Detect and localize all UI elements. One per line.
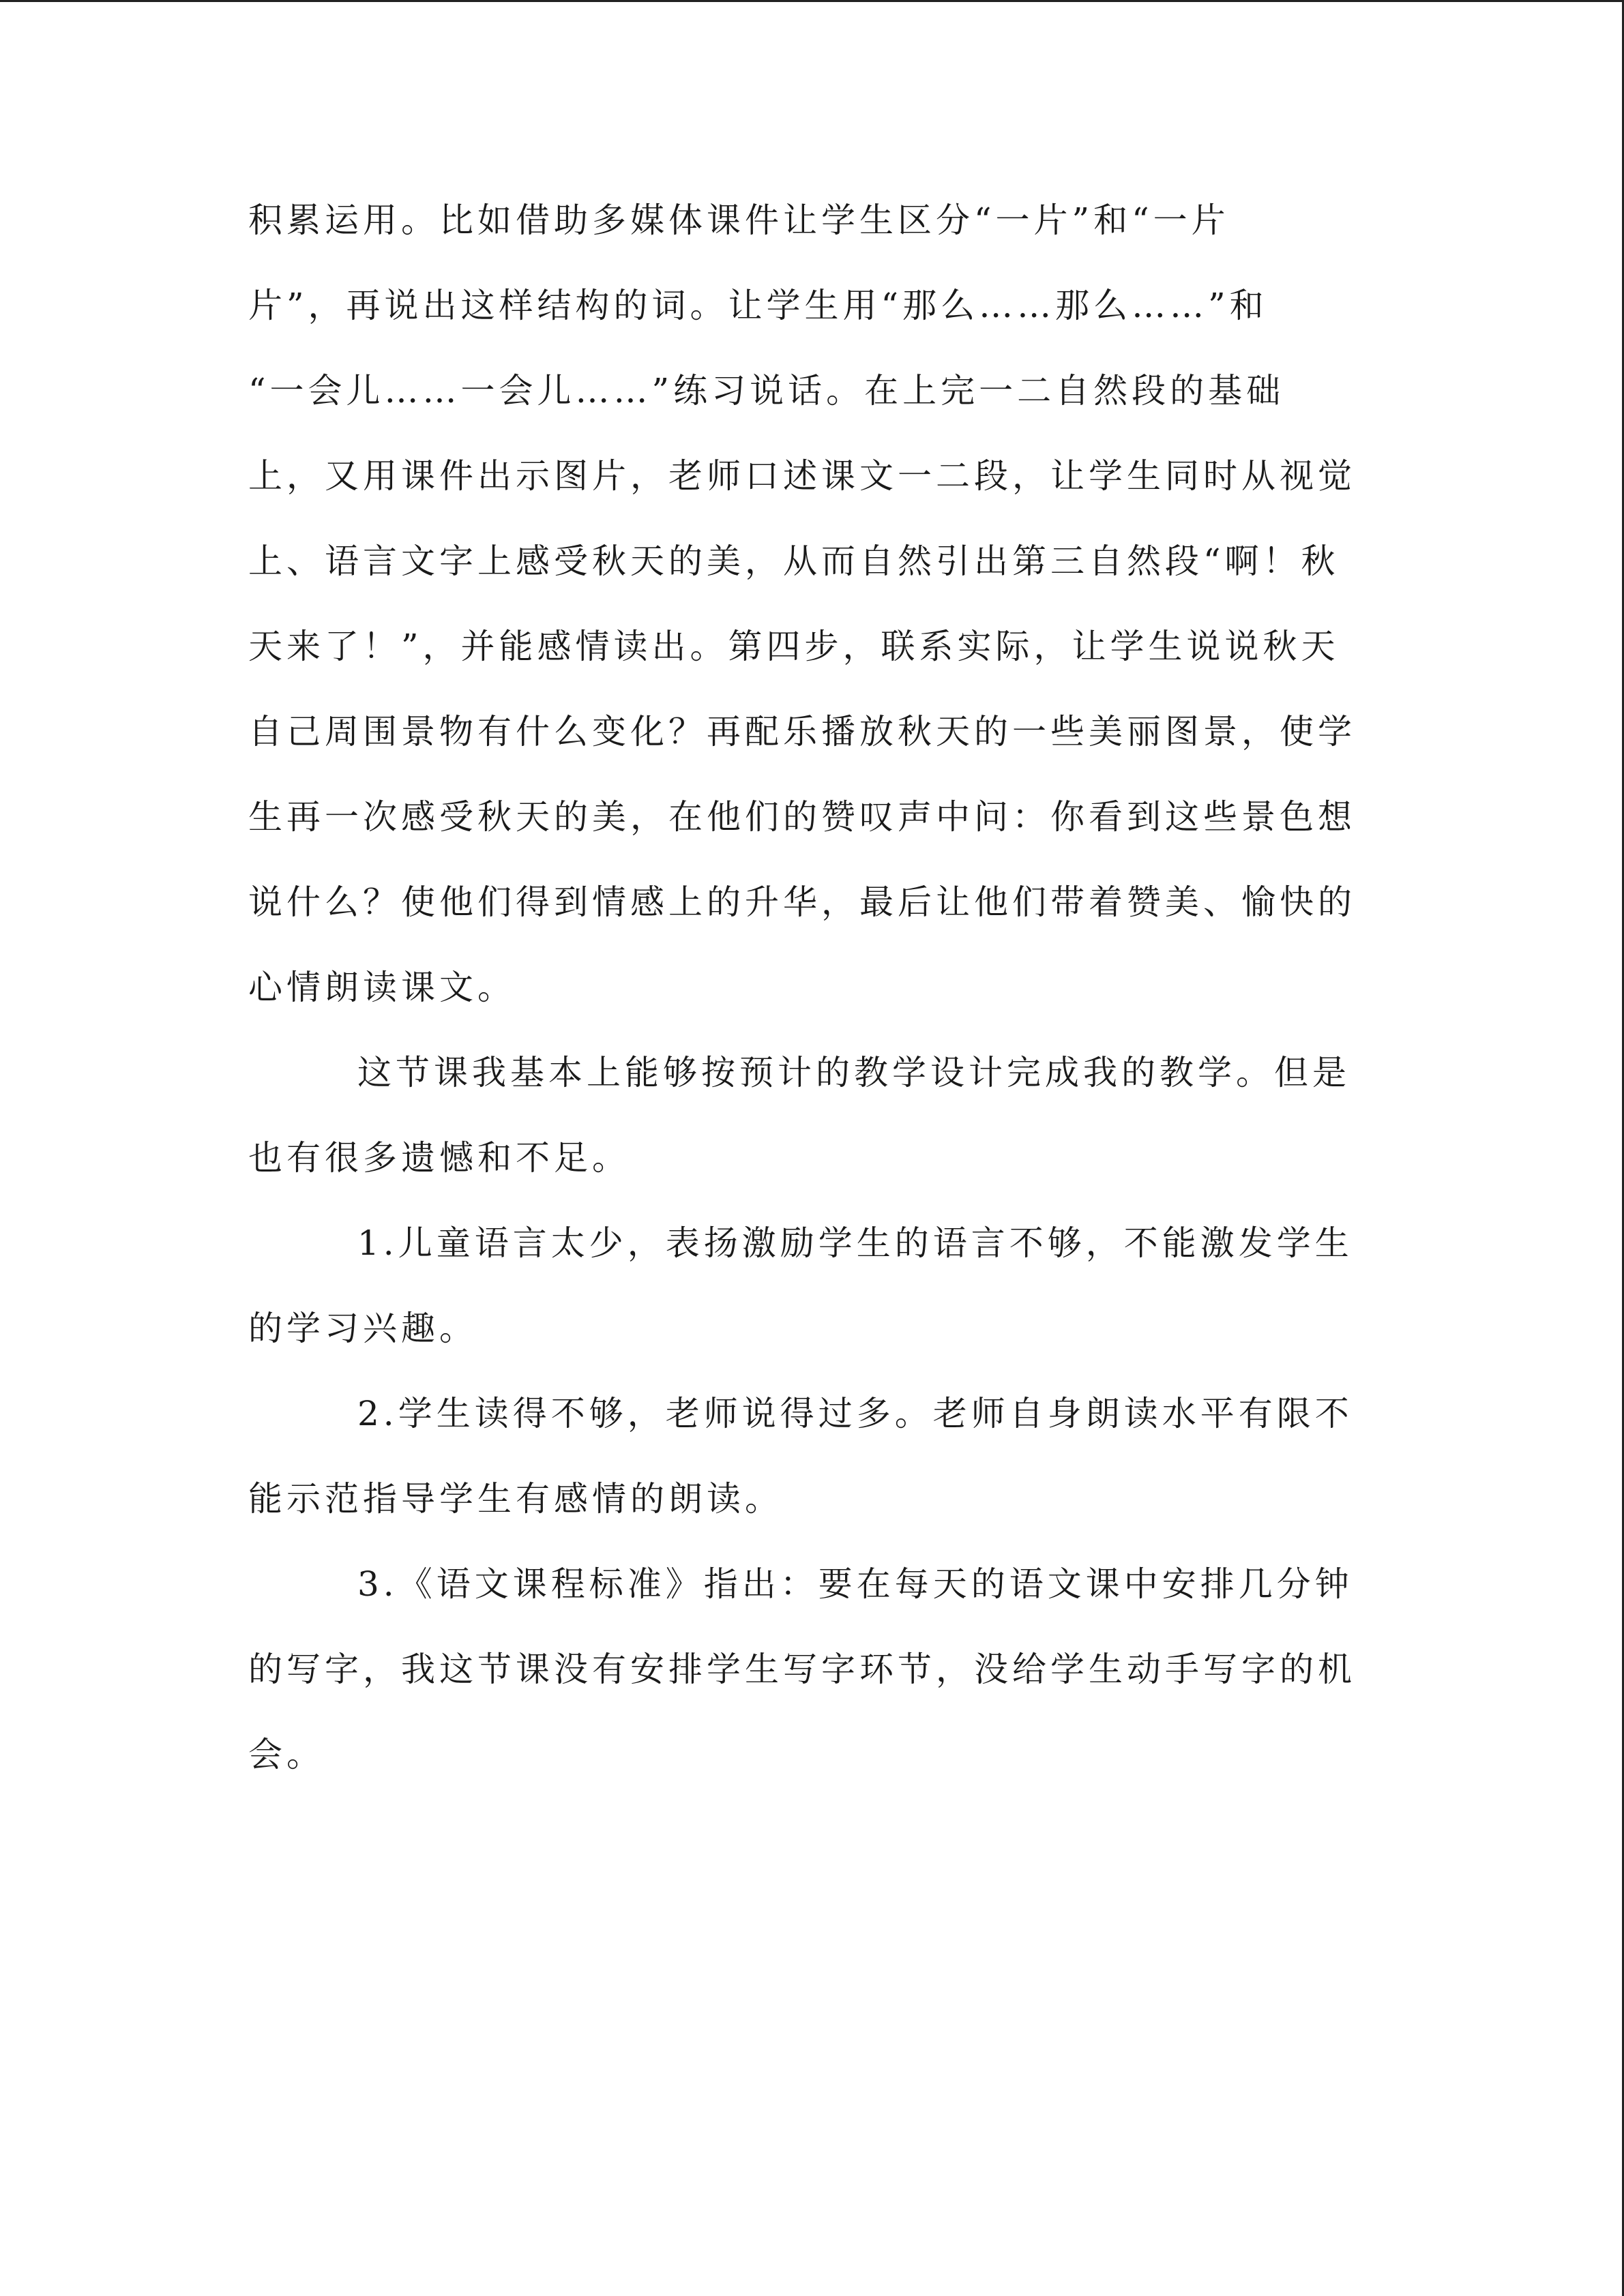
body-line-6: 天来了！”，并能感情读出。第四步，联系实际，让学生说说秋天 (248, 627, 1340, 666)
page-top-border (0, 0, 1624, 2)
body-line-7: 自己周围景物有什么变化？再配乐播放秋天的一些美丽图景，使学 (248, 712, 1356, 751)
paragraph-2-line-1: 这节课我基本上能够按预计的教学设计完成我的教学。但是 (357, 1053, 1350, 1092)
list-item-1-line-1: 1.儿童语言太少，表扬激励学生的语言不够，不能激发学生 (357, 1223, 1353, 1263)
body-line-10: 心情朗读课文。 (248, 968, 516, 1007)
list-item-3-line-3: 会。 (248, 1735, 325, 1774)
list-item-2-line-2: 能示范指导学生有感情的朗读。 (248, 1479, 783, 1519)
list-item-1-line-2: 的学习兴趣。 (248, 1309, 477, 1348)
body-line-9: 说什么？使他们得到情感上的升华，最后让他们带着赞美、愉快的 (248, 882, 1356, 922)
list-item-3-line-1: 3.《语文课程标准》指出：要在每天的语文课中安排几分钟 (357, 1564, 1353, 1604)
body-line-2: 片”，再说出这样结构的词。让学生用“那么……那么……”和 (248, 286, 1268, 325)
body-line-1: 积累运用。比如借助多媒体课件让学生区分“一片”和“一片 (248, 200, 1230, 240)
body-line-4: 上，又用课件出示图片，老师口述课文一二段，让学生同时从视觉 (248, 456, 1356, 496)
list-item-2-line-1: 2.学生读得不够，老师说得过多。老师自身朗读水平有限不 (357, 1394, 1353, 1433)
paragraph-2-line-2: 也有很多遗憾和不足。 (248, 1138, 630, 1178)
body-line-5: 上、语言文字上感受秋天的美，从而自然引出第三自然段“啊！秋 (248, 541, 1340, 581)
list-item-3-line-2: 的写字，我这节课没有安排学生写字环节，没给学生动手写字的机 (248, 1650, 1356, 1689)
body-line-8: 生再一次感受秋天的美，在他们的赞叹声中问：你看到这些景色想 (248, 797, 1356, 837)
body-line-3: “一会儿……一会儿……”练习说话。在上完一二自然段的基础 (248, 371, 1285, 411)
